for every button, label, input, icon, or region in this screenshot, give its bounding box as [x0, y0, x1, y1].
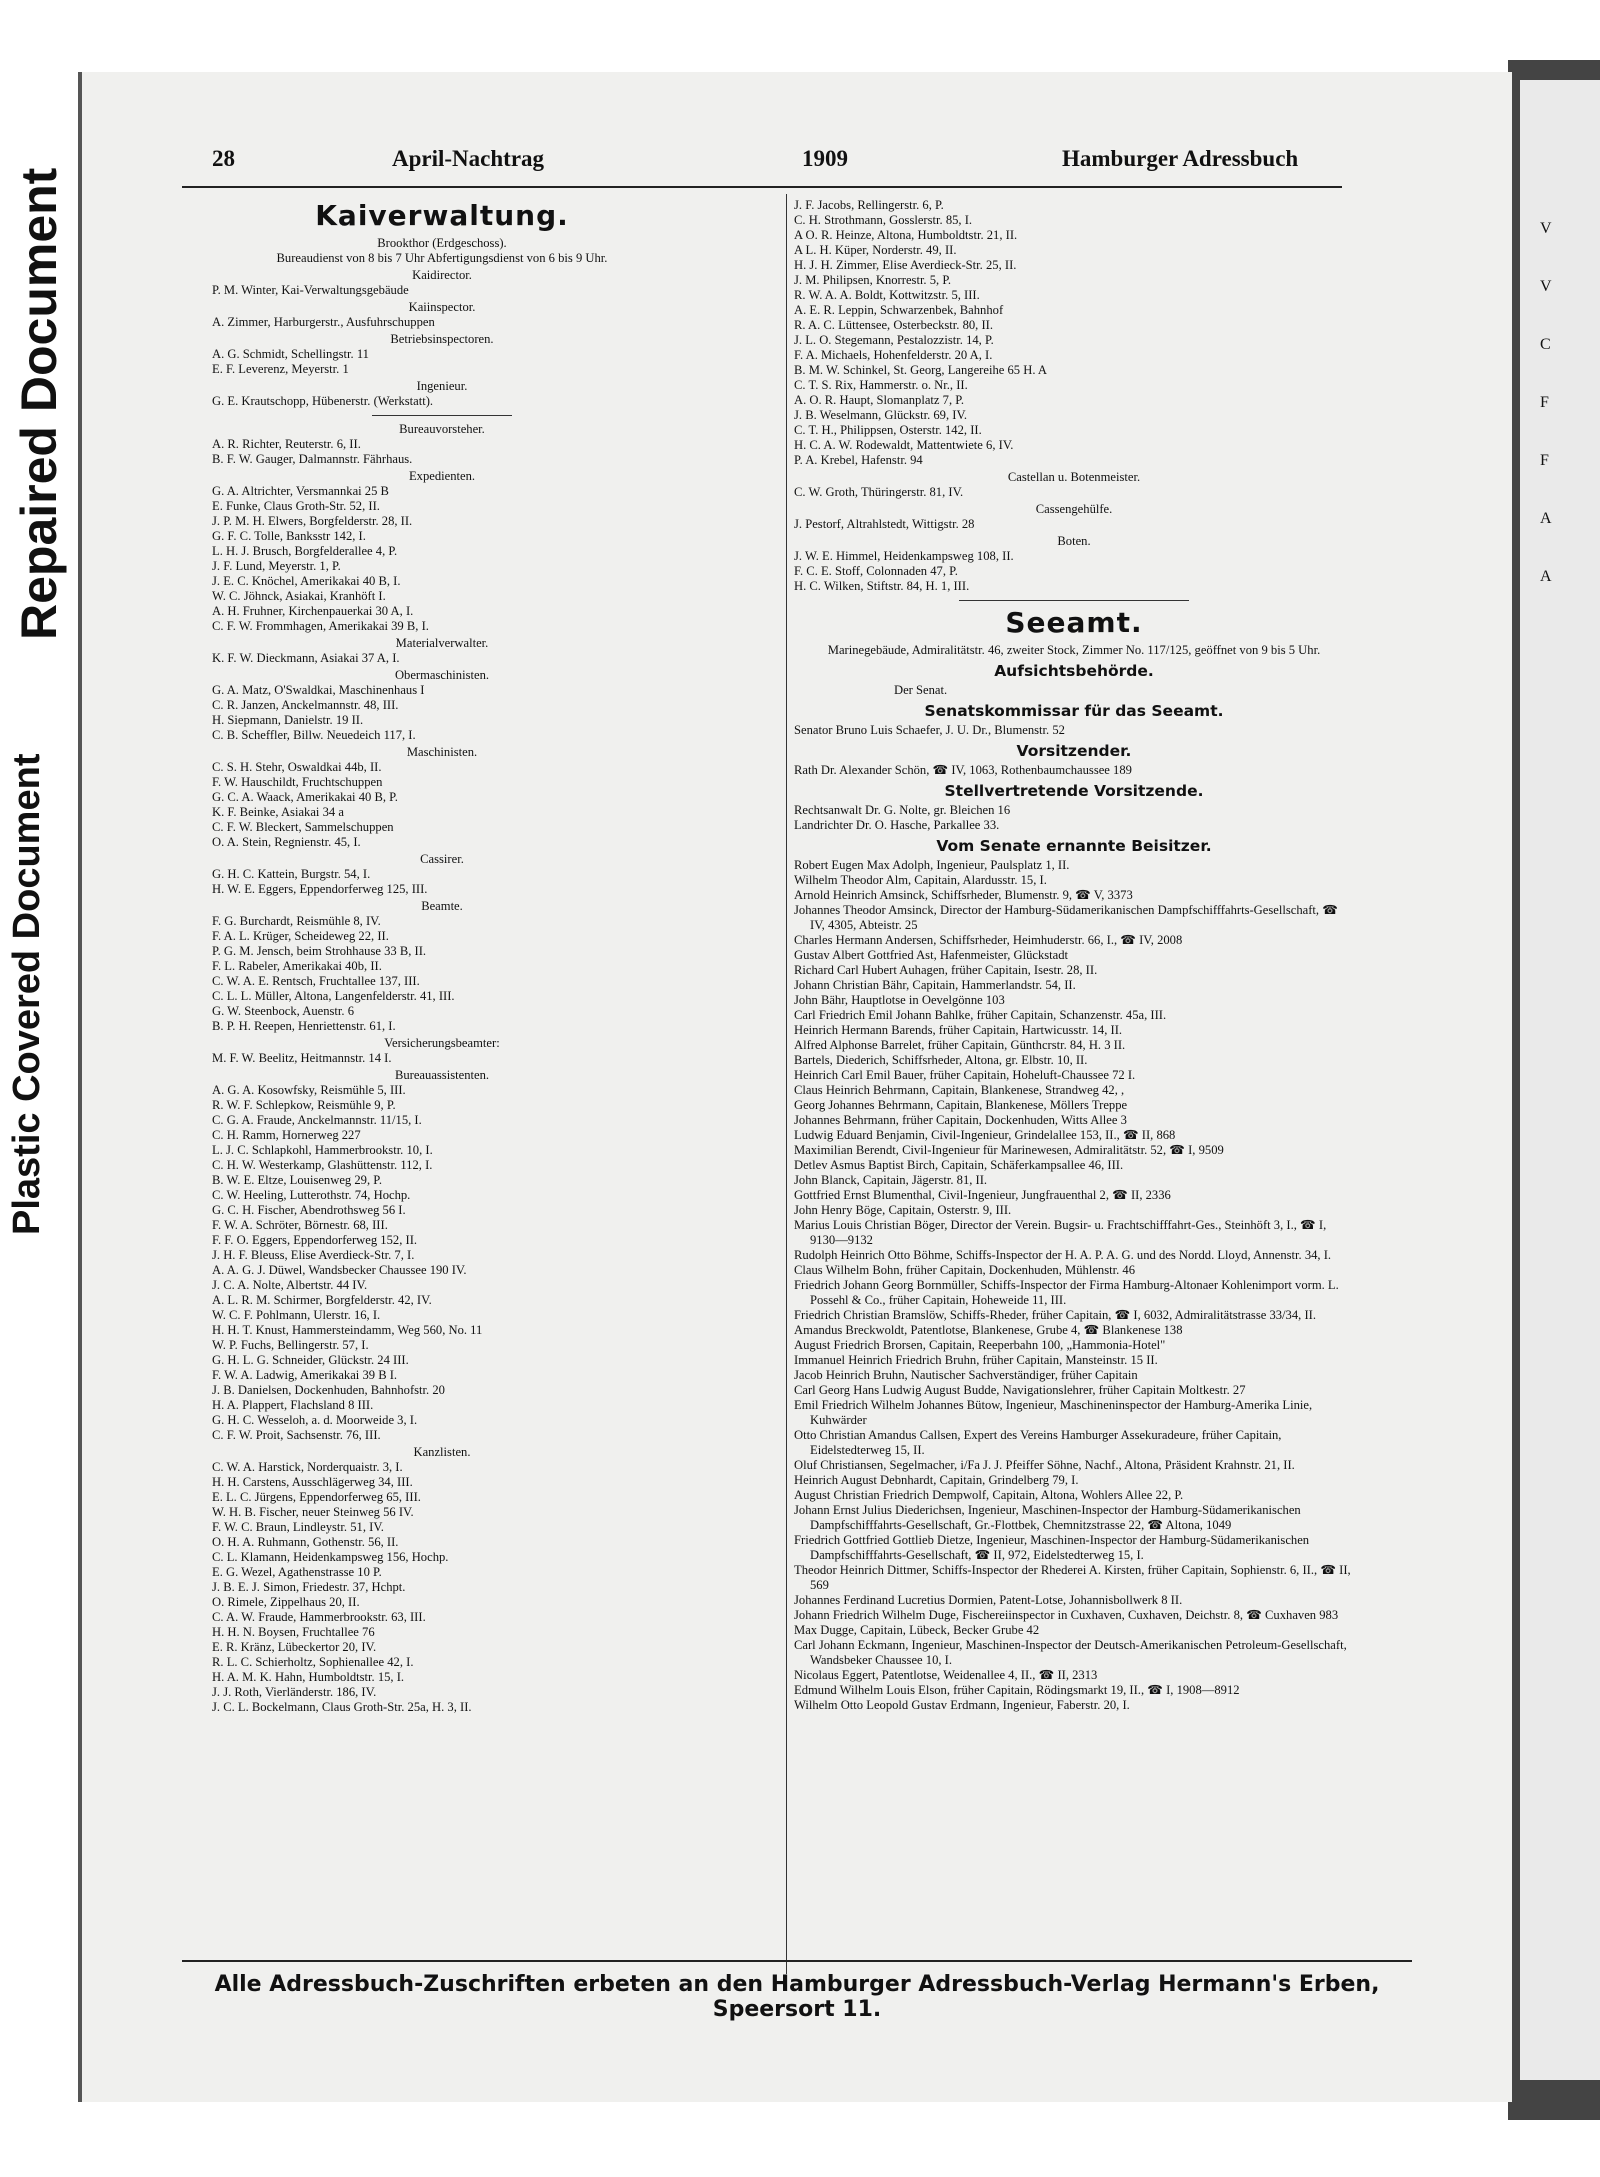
directory-entry: H. Siepmann, Danielstr. 19 II. [212, 713, 364, 727]
directory-entry: G. A. Altrichter, Versmannkai 25 B [212, 484, 389, 498]
running-header [182, 146, 1342, 188]
directory-entry: W. H. B. Fischer, neuer Steinweg 56 IV. [212, 1505, 414, 1519]
directory-entry: J. J. Roth, Vierländerstr. 186, IV. [212, 1685, 377, 1699]
directory-entry: A. R. Richter, Reuterstr. 6, II. [212, 437, 361, 451]
next-page-fragment: A [1540, 568, 1552, 585]
directory-entry: John Henry Böge, Capitain, Osterstr. 9, III. [794, 1203, 1012, 1217]
seeamt-title: Seeamt. [1005, 606, 1143, 639]
directory-entry: Friedrich Johann Georg Bornmüller, Schiffs-Inspector der Firma Hamburg-Altonaer Kohlenimport vorm. L. Possehl & Co., früher Capitain, Hoheweide 11, III. [794, 1278, 1339, 1307]
directory-entry: Maximilian Berendt, Civil-Ingenieur für Marinewesen, Admiralitätstr. 52, ☎ I, 9509 [794, 1143, 1224, 1157]
directory-entry: Johannes Theodor Amsinck, Director der Hamburg-Südamerikanischen Dampfschifffahrts-Gesellschaft, ☎ IV, 4305, Abteistr. 25 [794, 903, 1338, 932]
directory-entry: August Christian Friedrich Dempwolf, Capitain, Altona, Wohlers Allee 22, P. [794, 1488, 1184, 1502]
directory-entry: Rudolph Heinrich Otto Böhme, Schiffs-Inspector der H. A. P. A. G. und des Nordd. Lloyd, Annenstr. 34, I. [794, 1248, 1332, 1262]
directory-entry: O. A. Stein, Regnienstr. 45, I. [212, 835, 361, 849]
directory-entry: F. W. A. Schröter, Börnestr. 68, III. [212, 1218, 388, 1232]
directory-entry: P. G. M. Jensch, beim Strohhause 33 B, II. [212, 944, 427, 958]
directory-entry: H. J. H. Zimmer, Elise Averdieck-Str. 25, II. [794, 258, 1017, 272]
directory-entry: Landrichter Dr. O. Hasche, Parkallee 33. [794, 818, 1000, 832]
directory-entry: A. G. Schmidt, Schellingstr. 11 [212, 347, 369, 361]
right-top-entries [794, 198, 1354, 468]
bureau-list [212, 437, 672, 467]
section-rule [372, 415, 512, 416]
directory-entry: Johann Ernst Julius Diederichsen, Ingenieur, Maschinen-Inspector der Hamburg-Südamerikanischen Dampfschifffahrts-Gesellschaft, Gr.-Flottbek, Chemnitzstrasse 22, ☎ Altona, 1049 [794, 1503, 1301, 1532]
directory-entry: A. G. A. Kosowfsky, Reismühle 5, III. [212, 1083, 406, 1097]
directory-entry: Georg Johannes Behrmann, Capitain, Blankenese, Möllers Treppe [794, 1098, 1128, 1112]
next-page-fragment: V [1540, 220, 1552, 237]
directory-entry: M. F. W. Beelitz, Heitmannstr. 14 I. [212, 1051, 392, 1065]
directory-entry: Edmund Wilhelm Louis Elson, früher Capitain, Rödingsmarkt 19, II., ☎ I, 1908—8912 [794, 1683, 1240, 1697]
kaiverwaltung-address: Brookthor (Erdgeschoss). [377, 236, 507, 250]
expedienten-list [212, 484, 672, 634]
directory-entry: Carl Georg Hans Ludwig August Budde, Navigationslehrer, früher Capitain Moltkestr. 27 [794, 1383, 1246, 1397]
directory-entry: Oluf Christiansen, Segelmacher, i/Fa J. J. Pfeiffer Söhne, Nachf., Altona, Präsident Krahnstr. 21, II. [794, 1458, 1295, 1472]
page-number: 28 [212, 146, 235, 171]
section-head: Kanzlisten. [413, 1445, 471, 1459]
directory-entry: J. B. E. J. Simon, Friedestr. 37, Hchpt. [212, 1580, 406, 1594]
directory-entry: J. F. Jacobs, Rellingerstr. 6, P. [794, 198, 944, 212]
directory-entry: A O. R. Heinze, Altona, Humboldtstr. 21, II. [794, 228, 1018, 242]
directory-entry: C. W. A. Harstick, Norderquaistr. 3, I. [212, 1460, 403, 1474]
section-head: Bureauassistenten. [394, 1068, 490, 1082]
directory-entry: R. L. C. Schierholtz, Sophienallee 42, I. [212, 1655, 414, 1669]
section-head: Obermaschinisten. [394, 668, 490, 682]
directory-entry: J. F. Lund, Meyerstr. 1, P. [212, 559, 341, 573]
directory-entry: Nicolaus Eggert, Patentlotse, Weidenallee 4, II., ☎ II, 2313 [794, 1668, 1098, 1682]
beisitzer-heading: Vom Senate ernannte Beisitzer. [936, 837, 1212, 855]
directory-entry: C. F. W. Bleckert, Sammelschuppen [212, 820, 394, 834]
directory-entry: Wilhelm Otto Leopold Gustav Erdmann, Ingenieur, Faberstr. 20, I. [794, 1698, 1130, 1712]
directory-entry: C. R. Janzen, Anckelmannstr. 48, III. [212, 698, 399, 712]
kommissar-text: Senator Bruno Luis Schaefer, J. U. Dr., Blumenstr. 52 [794, 723, 1065, 737]
directory-entry: Max Dugge, Capitain, Lübeck, Becker Grube 42 [794, 1623, 1040, 1637]
section-head: Bureauvorsteher. [399, 422, 485, 436]
next-page-fragment: F [1540, 452, 1549, 469]
directory-entry: C. F. W. Proit, Sachsenstr. 76, III. [212, 1428, 381, 1442]
kommissar-heading: Senatskommissar für das Seeamt. [924, 702, 1224, 720]
directory-entry: G. C. A. Waack, Amerikakai 40 B, P. [212, 790, 398, 804]
section-head: Versicherungsbeamter: [384, 1036, 500, 1050]
directory-entry: C. L. Klamann, Heidenkampsweg 156, Hochp. [212, 1550, 449, 1564]
directory-entry: E. F. Leverenz, Meyerstr. 1 [212, 362, 349, 376]
section-head: Cassengehülfe. [1035, 502, 1113, 516]
left-sections-bottom [212, 636, 672, 1715]
directory-entry: J. L. O. Stegemann, Pestalozzistr. 14, P. [794, 333, 994, 347]
section-head: Kaidirector. [412, 268, 472, 282]
directory-entry: H. W. E. Eggers, Eppendorferweg 125, III. [212, 882, 428, 896]
directory-entry: R. A. C. Lüttensee, Osterbeckstr. 80, II. [794, 318, 994, 332]
directory-entry: B. M. W. Schinkel, St. Georg, Langereihe 65 H. A [794, 363, 1048, 377]
directory-entry: Gustav Albert Gottfried Ast, Hafenmeister, Glückstadt [794, 948, 1069, 962]
directory-entry: F. F. O. Eggers, Eppendorferweg 152, II. [212, 1233, 418, 1247]
directory-entry: C. T. H., Philippsen, Osterstr. 142, II. [794, 423, 982, 437]
directory-entry: H. A. M. K. Hahn, Humboldtstr. 15, I. [212, 1670, 405, 1684]
directory-entry: O. H. A. Ruhmann, Gothenstr. 56, II. [212, 1535, 399, 1549]
directory-entry: C. H. W. Westerkamp, Glashüttenstr. 112, I. [212, 1158, 433, 1172]
footer-notice: Alle Adressbuch-Zuschriften erbeten an den Hamburger Adressbuch-Verlag Hermann's Erben, Speersort 11. [182, 1960, 1412, 2022]
directory-entry: H. C. A. W. Rodewaldt, Mattentwiete 6, IV. [794, 438, 1014, 452]
adjacent-page-edge [1508, 60, 1600, 2120]
repaired-label: Repaired Document [11, 167, 67, 640]
beisitzer-list [794, 858, 1354, 1713]
directory-entry: K. F. W. Dieckmann, Asiakai 37 A, I. [212, 651, 400, 665]
directory-entry: L. H. J. Brusch, Borgfelderallee 4, P. [212, 544, 398, 558]
directory-entry: Alfred Alphonse Barrelet, früher Capitain, Günthcrstr. 84, H. 3 II. [794, 1038, 1126, 1052]
directory-entry: G. E. Krautschopp, Hübenerstr. (Werkstatt). [212, 394, 434, 408]
directory-entry: G. H. C. Kattein, Burgstr. 54, I. [212, 867, 371, 881]
directory-entry: J. M. Philipsen, Knorrestr. 5, P. [794, 273, 952, 287]
directory-entry: Theodor Heinrich Dittmer, Schiffs-Inspector der Rhederei A. Kirsten, früher Capitain, Sophienstr. 6, II., ☎ II, 569 [794, 1563, 1351, 1592]
directory-entry: H. C. Wilken, Stiftstr. 84, H. 1, III. [794, 579, 970, 593]
directory-entry: Ludwig Eduard Benjamin, Civil-Ingenieur, Grindelallee 153, II., ☎ II, 868 [794, 1128, 1176, 1142]
section-head: Cassirer. [420, 852, 464, 866]
directory-entry: E. Funke, Claus Groth-Str. 52, II. [212, 499, 380, 513]
directory-entry: C. L. L. Müller, Altona, Langenfelderstr. 41, III. [212, 989, 455, 1003]
kaiverwaltung-title: Kaiverwaltung. [315, 199, 569, 232]
directory-entry: C. S. H. Stehr, Oswaldkai 44b, II. [212, 760, 382, 774]
directory-entry: W. C. F. Pohlmann, Ulerstr. 16, I. [212, 1308, 381, 1322]
section-rule [959, 600, 1189, 601]
directory-entry: C. W. Heeling, Lutterothstr. 74, Hochp. [212, 1188, 411, 1202]
directory-entry: F. G. Burchardt, Reismühle 8, IV. [212, 914, 381, 928]
directory-entry: P. A. Krebel, Hafenstr. 94 [794, 453, 923, 467]
section-head: Kaiinspector. [408, 300, 476, 314]
section-head: Castellan u. Botenmeister. [1007, 470, 1141, 484]
directory-entry: Immanuel Heinrich Friedrich Bruhn, früher Capitain, Mansteinstr. 15 II. [794, 1353, 1158, 1367]
directory-entry: B. P. H. Reepen, Henriettenstr. 61, I. [212, 1019, 396, 1033]
directory-entry: G. H. C. Wesseloh, a. d. Moorweide 3, I. [212, 1413, 418, 1427]
directory-entry: A. O. R. Haupt, Slomanplatz 7, P. [794, 393, 965, 407]
section-head: Ingenieur. [416, 379, 468, 393]
left-column [212, 198, 672, 1715]
directory-entry: A. L. R. M. Schirmer, Borgfelderstr. 42, IV. [212, 1293, 432, 1307]
directory-entry: A. E. R. Leppin, Schwarzenbek, Bahnhof [794, 303, 1004, 317]
directory-entry: K. F. Beinke, Asiakai 34 a [212, 805, 344, 819]
directory-entry: F. W. C. Braun, Lindleystr. 51, IV. [212, 1520, 384, 1534]
directory-entry: A. Zimmer, Harburgerstr., Ausfuhrschuppen [212, 315, 435, 329]
directory-entry: Carl Johann Eckmann, Ingenieur, Maschinen-Inspector der Deutsch-Amerikanischen Petroleum-Gesellschaft, Wandsbeker Chaussee 10, I. [794, 1638, 1347, 1667]
directory-entry: John Blanck, Capitain, Jägerstr. 81, II. [794, 1173, 988, 1187]
directory-entry: Jacob Heinrich Bruhn, Nautischer Sachverständiger, früher Capitain [794, 1368, 1138, 1382]
directory-entry: C. G. A. Fraude, Anckelmannstr. 11/15, I. [212, 1113, 422, 1127]
right-column [794, 198, 1354, 1713]
directory-entry: G. F. C. Tolle, Banksstr 142, I. [212, 529, 366, 543]
directory-entry: F. A. L. Krüger, Scheideweg 22, II. [212, 929, 389, 943]
header-year: 1909 [802, 146, 848, 171]
directory-entry: F. W. Hauschildt, Fruchtschuppen [212, 775, 383, 789]
directory-entry: C. B. Scheffler, Billw. Neuedeich 117, I. [212, 728, 416, 742]
directory-entry: O. Rimele, Zippelhaus 20, II. [212, 1595, 360, 1609]
directory-entry: Emil Friedrich Wilhelm Johannes Bütow, Ingenieur, Maschineninspector der Hamburg-Amerika Linie, Kuhwärder [794, 1398, 1313, 1427]
kaiverwaltung-hours: Bureaudienst von 8 bis 7 Uhr Abfertigungsdienst von 6 bis 9 Uhr. [276, 251, 608, 265]
directory-entry: E. R. Kränz, Lübeckertor 20, IV. [212, 1640, 377, 1654]
header-left: April-Nachtrag [392, 146, 545, 171]
directory-entry: G. A. Matz, O'Swaldkai, Maschinenhaus I [212, 683, 425, 697]
overlay-sidebar [0, 0, 78, 2177]
directory-entry: C. F. W. Frommhagen, Amerikakai 39 B, I. [212, 619, 429, 633]
directory-entry: Otto Christian Amandus Callsen, Expert des Vereins Hamburger Assekuradeure, früher Capitain, Eidelstedterweg 15, II. [794, 1428, 1282, 1457]
directory-entry: J. Pestorf, Altrahlstedt, Wittigstr. 28 [794, 517, 975, 531]
directory-entry: J. B. Danielsen, Dockenhuden, Bahnhofstr. 20 [212, 1383, 445, 1397]
directory-entry: Friedrich Gottfried Gottlieb Dietze, Ingenieur, Maschinen-Inspector der Hamburg-Südamerikanischen Dampfschifffahrts-Gesellschaft, ☎ II, 972, Eidelstedterweg 15, I. [794, 1533, 1310, 1562]
next-page-fragment: F [1540, 394, 1549, 411]
directory-entry: Arnold Heinrich Amsinck, Schiffsrheder, Blumenstr. 9, ☎ V, 3373 [794, 888, 1133, 902]
directory-entry: Richard Carl Hubert Auhagen, früher Capitain, Isestr. 28, II. [794, 963, 1098, 977]
directory-entry: Heinrich Carl Emil Bauer, früher Capitain, Hoheluft-Chaussee 72 I. [794, 1068, 1136, 1082]
directory-entry: Heinrich Hermann Barends, früher Capitain, Hartwicusstr. 14, II. [794, 1023, 1123, 1037]
directory-entry: Claus Wilhelm Bohn, früher Capitain, Dockenhuden, Mühlenstr. 46 [794, 1263, 1135, 1277]
directory-entry: F. W. A. Ladwig, Amerikakai 39 B I. [212, 1368, 398, 1382]
directory-entry: Marius Louis Christian Böger, Director der Verein. Bugsir- u. Frachtschifffahrt-Ges., Steinhöft 3, I., ☎ I, 9130—9132 [794, 1218, 1327, 1247]
stellv-list [794, 803, 1354, 833]
section-head: Betriebsinspectoren. [390, 332, 494, 346]
vorsitz-heading: Vorsitzender. [1016, 742, 1132, 760]
directory-entry: C. A. W. Fraude, Hammerbrookstr. 63, III. [212, 1610, 426, 1624]
section-head: Maschinisten. [406, 745, 478, 759]
directory-entry: C. W. Groth, Thüringerstr. 81, IV. [794, 485, 964, 499]
directory-entry: E. L. C. Jürgens, Eppendorferweg 65, III. [212, 1490, 421, 1504]
directory-entry: R. W. F. Schlepkow, Reismühle 9, P. [212, 1098, 396, 1112]
directory-entry: Wilhelm Theodor Alm, Capitain, Alardusstr. 15, I. [794, 873, 1047, 887]
directory-entry: H. H. N. Boysen, Fruchtallee 76 [212, 1625, 375, 1639]
directory-entry: H. A. Plappert, Flachsland 8 III. [212, 1398, 374, 1412]
section-head: Materialverwalter. [395, 636, 489, 650]
section-head: Expedienten. [408, 469, 476, 483]
directory-entry: John Bähr, Hauptlotse in Oevelgönne 103 [794, 993, 1005, 1007]
directory-entry: Heinrich August Debnhardt, Capitain, Grindelberg 79, I. [794, 1473, 1079, 1487]
section-head: Boten. [1057, 534, 1091, 548]
directory-entry: F. L. Rabeler, Amerikakai 40b, II. [212, 959, 382, 973]
directory-entry: Charles Hermann Andersen, Schiffsrheder, Heimhuderstr. 66, I., ☎ IV, 2008 [794, 933, 1183, 947]
directory-entry: J. H. F. Bleuss, Elise Averdieck-Str. 7, I. [212, 1248, 415, 1262]
directory-entry: Rechtsanwalt Dr. G. Nolte, gr. Bleichen 16 [794, 803, 1011, 817]
vorsitz-text: Rath Dr. Alexander Schön, ☎ IV, 1063, Rothenbaumchaussee 189 [794, 763, 1132, 777]
next-page-fragment: V [1540, 278, 1552, 295]
directory-entry: J. B. Weselmann, Glückstr. 69, IV. [794, 408, 968, 422]
directory-entry: F. A. Michaels, Hohenfelderstr. 20 A, I. [794, 348, 993, 362]
directory-entry: Johann Christian Bähr, Capitain, Hammerlandstr. 54, II. [794, 978, 1076, 992]
directory-entry: Claus Heinrich Behrmann, Capitain, Blankenese, Strandweg 42, , [794, 1083, 1125, 1097]
directory-entry: Friedrich Christian Bramslöw, Schiffs-Rheder, früher Capitain, ☎ I, 6032, Admiralitätstrasse 33/34, II. [794, 1308, 1316, 1322]
directory-entry: August Friedrich Brorsen, Capitain, Reeperbahn 100, „Hammonia-Hotel" [794, 1338, 1166, 1352]
stellv-heading: Stellvertretende Vorsitzende. [944, 782, 1204, 800]
directory-entry: Johannes Behrmann, früher Capitain, Dockenhuden, Witts Allee 3 [794, 1113, 1127, 1127]
directory-entry: Gottfried Ernst Blumenthal, Civil-Ingenieur, Jungfrauenthal 2, ☎ II, 2336 [794, 1188, 1171, 1202]
directory-entry: Johann Friedrich Wilhelm Duge, Fischereiinspector in Cuxhaven, Cuxhaven, Deichstr. 8, ☎ Cuxhaven 983 [794, 1608, 1339, 1622]
directory-entry: A. A. G. J. Düwel, Wandsbecker Chaussee 190 IV. [212, 1263, 467, 1277]
directory-entry: H. H. T. Knust, Hammersteindamm, Weg 560, No. 11 [212, 1323, 483, 1337]
next-page-fragment: C [1540, 336, 1551, 353]
column-divider [786, 194, 787, 1974]
directory-entry: G. C. H. Fischer, Abendrothsweg 56 I. [212, 1203, 406, 1217]
directory-entry: R. W. A. A. Boldt, Kottwitzstr. 5, III. [794, 288, 980, 302]
section-head: Beamte. [421, 899, 463, 913]
next-page-fragment: A [1540, 510, 1552, 527]
directory-entry: G. H. L. G. Schneider, Glückstr. 24 III. [212, 1353, 409, 1367]
directory-entry: W. C. Jöhnck, Asiakai, Kranhöft I. [212, 589, 386, 603]
directory-entry: F. C. E. Stoff, Colonnaden 47, P. [794, 564, 958, 578]
directory-entry: J. C. L. Bockelmann, Claus Groth-Str. 25a, H. 3, II. [212, 1700, 472, 1714]
directory-entry: Bartels, Diederich, Schiffsrheder, Altona, gr. Elbstr. 10, II. [794, 1053, 1088, 1067]
directory-entry: J. W. E. Himmel, Heidenkampsweg 108, II. [794, 549, 1014, 563]
directory-entry: W. P. Fuchs, Bellingerstr. 57, I. [212, 1338, 369, 1352]
document-page [78, 72, 1512, 2102]
directory-entry: P. M. Winter, Kai-Verwaltungsgebäude [212, 283, 409, 297]
seeamt-address: Marinegebäude, Admiralitätstr. 46, zweiter Stock, Zimmer No. 117/125, geöffnet von 9 bis 5 Uhr. [827, 643, 1321, 657]
directory-entry: L. J. C. Schlapkohl, Hammerbrookstr. 10, I. [212, 1143, 433, 1157]
directory-entry: E. G. Wezel, Agathenstrasse 10 P. [212, 1565, 382, 1579]
directory-entry: A. H. Fruhner, Kirchenpauerkai 30 A, I. [212, 604, 414, 618]
directory-entry: C. W. A. E. Rentsch, Fruchtallee 137, III. [212, 974, 420, 988]
directory-entry: B. W. E. Eltze, Louisenweg 29, P. [212, 1173, 383, 1187]
adjacent-page-fragments [1520, 80, 1600, 2080]
left-sections-top [212, 268, 672, 409]
directory-entry: H. H. Carstens, Ausschlägerweg 34, III. [212, 1475, 413, 1489]
directory-entry: C. H. Strothmann, Gosslerstr. 85, I. [794, 213, 973, 227]
directory-entry: Carl Friedrich Emil Johann Bahlke, früher Capitain, Schanzenstr. 45a, III. [794, 1008, 1167, 1022]
directory-entry: Detlev Asmus Baptist Birch, Capitain, Schäferkampsallee 46, III. [794, 1158, 1124, 1172]
directory-entry: C. H. Ramm, Hornerweg 227 [212, 1128, 361, 1142]
directory-entry: B. F. W. Gauger, Dalmannstr. Fährhaus. [212, 452, 413, 466]
right-sections [794, 470, 1354, 594]
directory-entry: C. T. S. Rix, Hammerstr. o. Nr., II. [794, 378, 968, 392]
directory-entry: G. W. Steenbock, Auenstr. 6 [212, 1004, 355, 1018]
directory-entry: Amandus Breckwoldt, Patentlotse, Blankenese, Grube 4, ☎ Blankenese 138 [794, 1323, 1183, 1337]
directory-entry: Johannes Ferdinand Lucretius Dormien, Patent-Lotse, Johannisbollwerk 8 II. [794, 1593, 1183, 1607]
plastic-covered-label: Plastic Covered Document [6, 753, 48, 1235]
directory-entry: J. P. M. H. Elwers, Borgfelderstr. 28, II. [212, 514, 413, 528]
directory-entry: J. E. C. Knöchel, Amerikakai 40 B, I. [212, 574, 401, 588]
header-right: Hamburger Adressbuch [1062, 146, 1299, 171]
directory-entry: J. C. A. Nolte, Albertstr. 44 IV. [212, 1278, 368, 1292]
aufsicht-text: Der Senat. [894, 683, 948, 697]
directory-entry: Robert Eugen Max Adolph, Ingenieur, Paulsplatz 1, II. [794, 858, 1070, 872]
aufsicht-heading: Aufsichtsbehörde. [994, 662, 1154, 680]
directory-entry: A L. H. Küper, Norderstr. 49, II. [794, 243, 957, 257]
